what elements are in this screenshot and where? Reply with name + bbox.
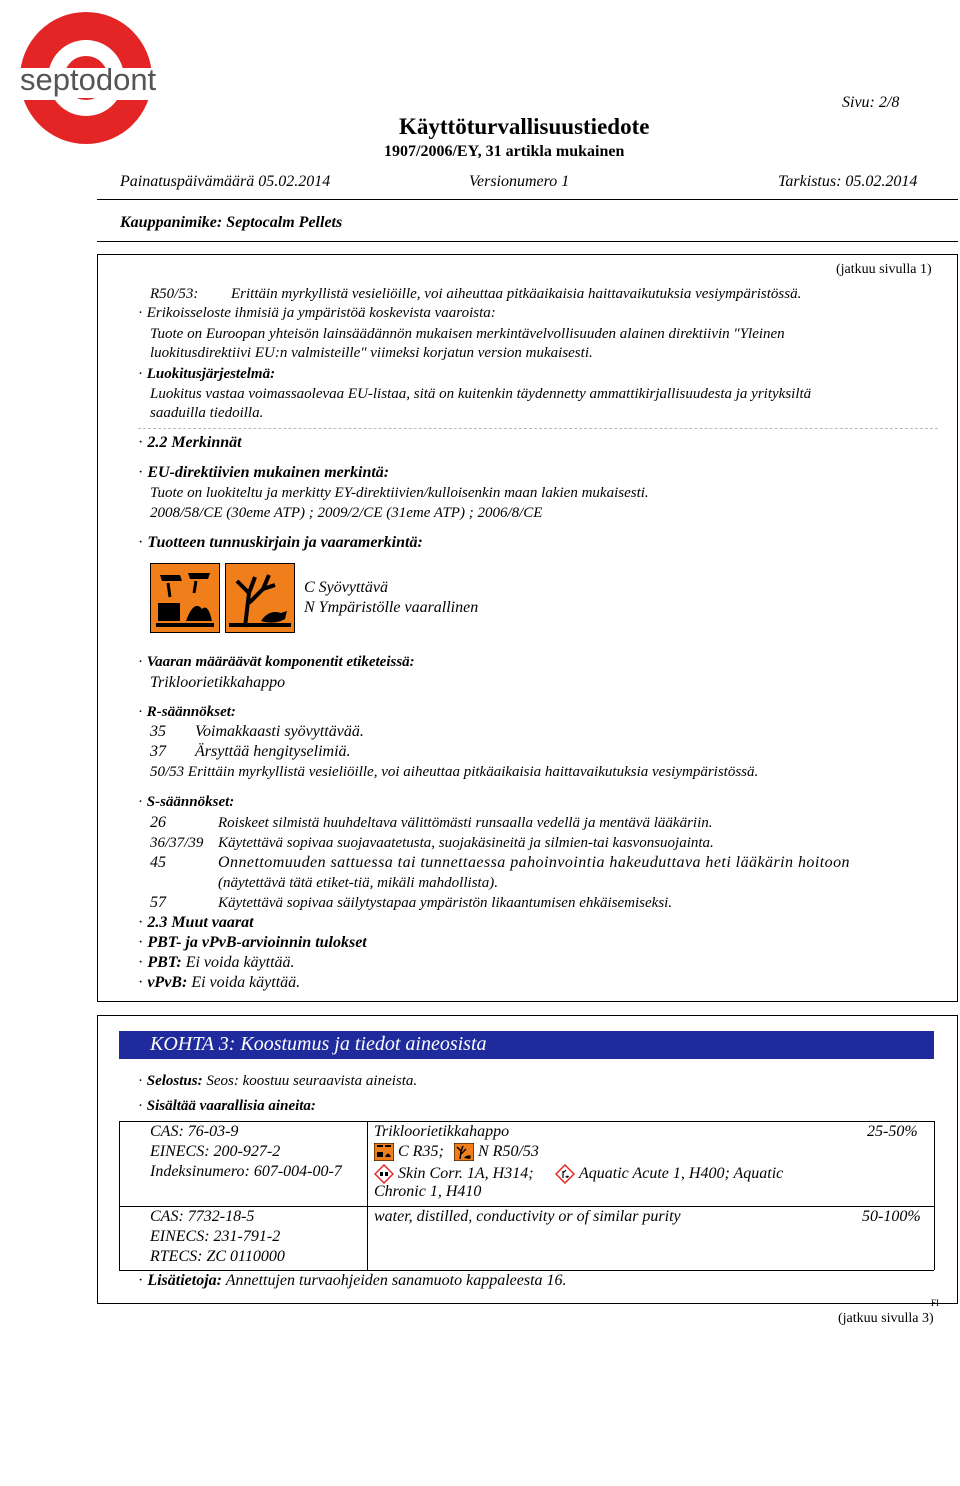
document-title: Käyttöturvallisuustiedote <box>399 114 650 139</box>
trade-name: Kauppanimike: Septocalm Pellets <box>120 214 343 231</box>
pbt-line: · PBT: Ei voida käyttää. <box>138 954 295 971</box>
r-phrase-text: Ärsyttää hengityselimiä. <box>195 743 351 760</box>
vpvb-label: vPvB: <box>147 974 188 991</box>
r5053-code: R50/53: <box>150 286 199 302</box>
components-label: Vaaran määräävät komponentit etiketeissä: <box>146 654 415 670</box>
special-hazards-line1: Tuote on Euroopan yhteisön lainsäädännön mukaisen merkintävelvollisuuden alainen direktiivin "Yleinen <box>150 326 785 342</box>
hazard-symbols-label: Tuotteen tunnuskirjain ja vaaramerkintä: <box>147 534 423 551</box>
ghs-corrosion-icon <box>374 1164 394 1184</box>
header-bottom-divider <box>97 241 958 242</box>
substance-rtecs: RTECS: ZC 0110000 <box>150 1248 285 1265</box>
hazard-symbols-heading: · Tuotteen tunnuskirjain ja vaaramerkintä: <box>138 534 423 551</box>
components-heading: · Vaaran määräävät komponentit etiketeissä: <box>138 654 415 670</box>
other-hazards-label: 2.3 Muut vaarat <box>147 914 254 931</box>
r-phrases-heading: · R-säännökset: <box>138 704 236 720</box>
table-right-line <box>934 1121 935 1270</box>
vpvb-line: · vPvB: Ei voida käyttää. <box>138 974 301 991</box>
substance-einecs: EINECS: 200-927-2 <box>150 1143 281 1160</box>
hazardous-components-label: Sisältää vaarallisia aineita: <box>146 1098 316 1114</box>
r-phrase-code: 37 <box>150 743 166 760</box>
r-phrase-text: Voimakkaasti syövyttävää. <box>195 723 364 740</box>
classification-system-label: Luokitusjärjestelmä: <box>146 366 276 382</box>
substance-name: Trikloorietikkahappo <box>374 1123 510 1140</box>
s-phrase-code: 57 <box>150 894 166 911</box>
substance-clp-3: Chronic 1, H410 <box>374 1183 482 1200</box>
s-phrase-code: 26 <box>150 814 166 831</box>
eu-labelling-heading: · EU-direktiivien mukainen merkintä: <box>138 464 390 481</box>
r-phrase-code: 35 <box>150 723 166 740</box>
pbt-results-heading: · PBT- ja vPvB-arvioinnin tulokset <box>138 934 367 951</box>
continued-from: (jatkuu sivulla 1) <box>836 262 932 277</box>
s-phrase-text: Käytettävä sopivaa säilytystapaa ympäristön likaantumisen ehkäisemiseksi. <box>218 895 673 911</box>
substance-clp-1: Skin Corr. 1A, H314; <box>398 1165 534 1182</box>
s-phrases-label: S-säännökset: <box>146 794 235 810</box>
logo-wordmark: septodont <box>20 62 157 97</box>
classification-system-heading: · Luokitusjärjestelmä: <box>138 366 276 382</box>
section-3-title: KOHTA 3: Koostumus ja tiedot aineosista <box>150 1033 487 1055</box>
eu-labelling-line1: Tuote on luokiteltu ja merkitty EY-direktiivien/kulloisenkin maan lakien mukaisesti. <box>150 485 649 501</box>
vpvb-value: Ei voida käyttää. <box>191 974 301 991</box>
additional-info-value: Annettujen turvaohjeiden sanamuoto kappaleesta 16. <box>225 1272 567 1289</box>
classification-system-line2: saaduilla tiedoilla. <box>150 405 264 421</box>
substance-cas: CAS: 76-03-9 <box>150 1123 239 1140</box>
s-phrase-text: Onnettomuuden sattuessa tai tunnettaessa pahoinvointia hakeuduttava heti lääkärin hoitoon <box>218 854 850 871</box>
pbt-label: PBT: <box>147 954 182 971</box>
language-code: FI <box>931 1298 940 1308</box>
document-subtitle: 1907/2006/EY, 31 artikla mukainen <box>384 143 625 160</box>
chemical-nature-line: · Selostus: Seos: koostuu seuraavista aineista. <box>138 1073 418 1089</box>
substance-dsd-n: N R50/53 <box>478 1143 539 1160</box>
additional-info-line: · Lisätietoja: Annettujen turvaohjeiden sanamuoto kappaleesta 16. <box>138 1272 567 1289</box>
additional-info-label: Lisätietoja: <box>147 1272 222 1289</box>
table-col-divider <box>367 1121 368 1270</box>
classification-system-line1: Luokitus vastaa voimassaolevaa EU-listaa, sitä on kuitenkin täydennetty ammattikirjallisuudesta ja yrityksiltä <box>150 386 812 402</box>
special-hazards-heading: · Erikoisseloste ihmisiä ja ympäristöä koskevista vaaroista: <box>138 305 496 321</box>
substance-cas: CAS: 7732-18-5 <box>150 1208 255 1225</box>
page-number: Sivu: 2/8 <box>842 94 900 111</box>
substance-clp-2: Aquatic Acute 1, H400; Aquatic <box>579 1165 784 1182</box>
r-phrase-5053: 50/53 Erittäin myrkyllistä vesieliöille, voi aiheuttaa pitkäaikaisia haittavaikutuksia vesiympäristössä. <box>150 764 759 780</box>
hazardous-components-heading: · Sisältää vaarallisia aineita: <box>138 1098 316 1114</box>
s-phrase-code: 36/37/39 <box>150 835 204 851</box>
subsection-divider <box>138 428 938 429</box>
revision-date: Tarkistus: 05.02.2014 <box>778 173 918 190</box>
table-top-line <box>119 1121 934 1122</box>
version-number: Versionumero 1 <box>469 173 570 190</box>
table-bottom-line <box>119 1270 934 1271</box>
print-date: Painatuspäivämäärä 05.02.2014 <box>120 173 331 190</box>
r5053-text: Erittäin myrkyllistä vesieliöille, voi aiheuttaa pitkäaikaisia haittavaikutuksia vesiympäristössä. <box>231 286 802 302</box>
s-phrase-text: Käytettävä sopivaa suojavaatetusta, suojakäsineitä ja silmien-tai kasvonsuojainta. <box>218 835 714 851</box>
special-hazards-label: Erikoisseloste ihmisiä ja ympäristöä koskevista vaaroista: <box>146 305 496 321</box>
substance-concentration: 50-100% <box>862 1208 921 1225</box>
environment-pictogram-icon <box>225 563 295 633</box>
corrosive-pictogram-icon <box>150 563 220 633</box>
continued-to: (jatkuu sivulla 3) <box>838 1311 934 1326</box>
environment-mini-pictogram-icon <box>454 1143 474 1161</box>
symbol-n-text: N Ympäristölle vaarallinen <box>304 599 479 616</box>
substance-einecs: EINECS: 231-791-2 <box>150 1228 281 1245</box>
label-elements-label: 2.2 Merkinnät <box>147 434 242 451</box>
section-3-title-bar <box>119 1031 934 1059</box>
chemical-nature-label: Selostus: <box>146 1073 203 1089</box>
pbt-value: Ei voida käyttää. <box>185 954 295 971</box>
components-value: Trikloorietikkahappo <box>150 674 286 691</box>
s-phrases-heading: · S-säännökset: <box>138 794 235 810</box>
substance-index: Indeksinumero: 607-004-00-7 <box>150 1163 342 1180</box>
eu-labelling-label: EU-direktiivien mukainen merkintä: <box>147 464 390 481</box>
header-divider <box>97 199 958 200</box>
ghs-environment-icon <box>555 1164 575 1184</box>
table-row-divider <box>119 1206 934 1207</box>
r-phrases-label: R-säännökset: <box>146 704 236 720</box>
company-logo <box>14 10 158 146</box>
substance-concentration: 25-50% <box>867 1123 918 1140</box>
label-elements-heading: · 2.2 Merkinnät <box>138 434 242 451</box>
other-hazards-heading: · 2.3 Muut vaarat <box>138 914 254 931</box>
substance-dsd-c: C R35; <box>398 1143 444 1160</box>
special-hazards-line2: luokitusdirektiivi EU:n valmisteille" viimeksi korjatun version mukaisesti. <box>150 345 593 361</box>
corrosive-mini-pictogram-icon <box>374 1143 394 1161</box>
substance-name: water, distilled, conductivity or of similar purity <box>374 1208 681 1225</box>
s-phrase-code: 45 <box>150 854 166 871</box>
chemical-nature-value: Seos: koostuu seuraavista aineista. <box>206 1073 418 1089</box>
pbt-results-label: PBT- ja vPvB-arvioinnin tulokset <box>147 934 367 951</box>
table-left-line <box>119 1121 120 1270</box>
eu-labelling-line2: 2008/58/CE (30eme ATP) ; 2009/2/CE (31eme ATP) ; 2006/8/CE <box>150 505 543 521</box>
symbol-c-text: C Syövyttävä <box>304 579 388 596</box>
s-phrase-text: Roiskeet silmistä huuhdeltava välittömästi runsaalla vedellä ja mentävä lääkäriin. <box>218 815 713 831</box>
s-phrase-text-continued: (näytettävä tätä etiket-tiä, mikäli mahdollista). <box>218 875 498 891</box>
